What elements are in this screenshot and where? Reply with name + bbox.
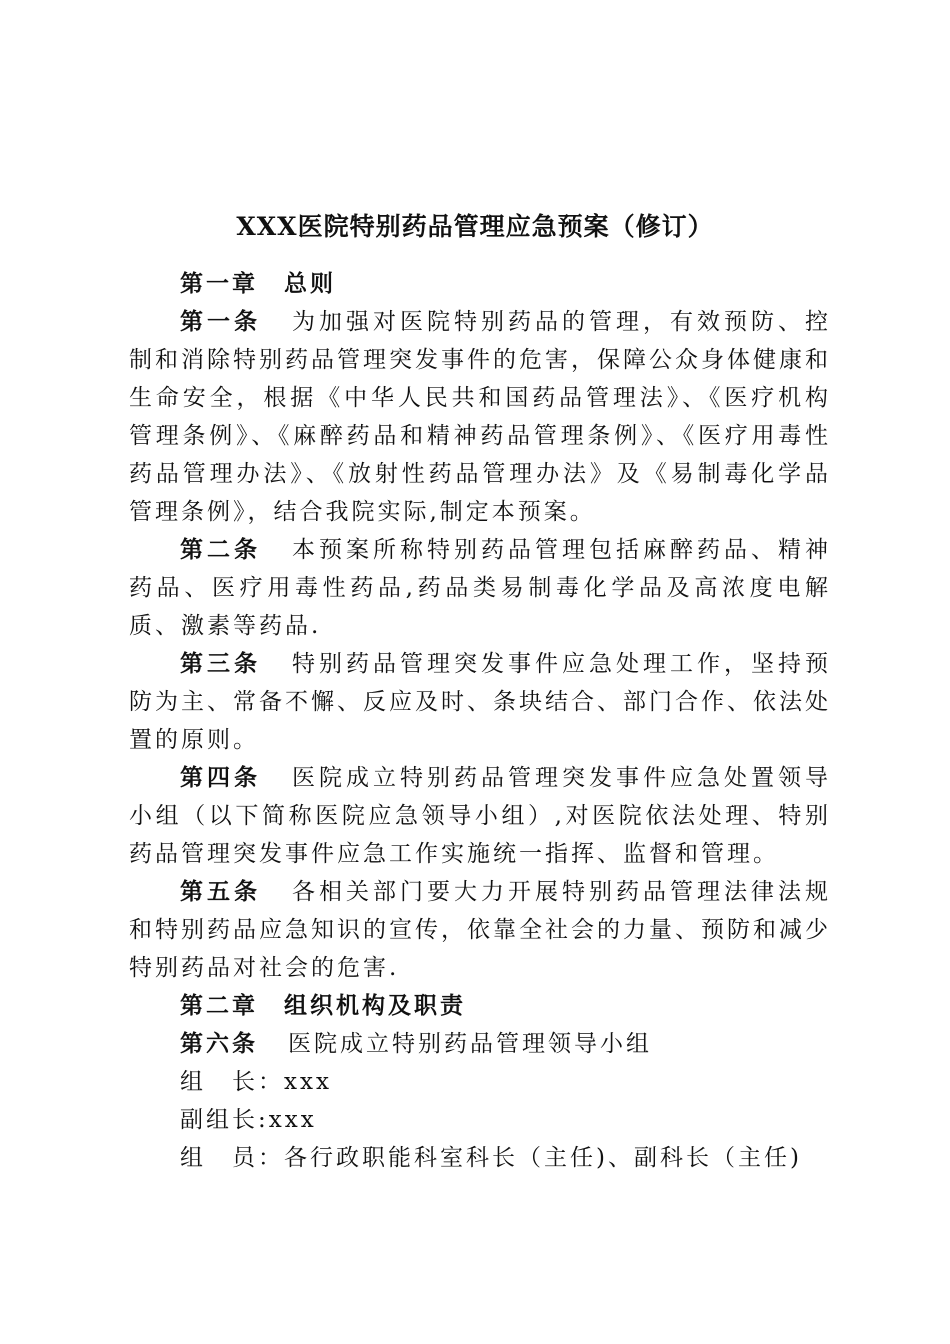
- member-role: 组 员：: [180, 1145, 284, 1171]
- article-paragraph: [129, 303, 831, 531]
- article-paragraph: [129, 1025, 831, 1063]
- member-line: [129, 1139, 831, 1177]
- member-line: [129, 1063, 831, 1101]
- article-label: 第五条: [180, 878, 261, 905]
- chapter-number: 第一章: [180, 270, 258, 297]
- member-name: xxx: [284, 1069, 332, 1095]
- article-label: 第六条: [180, 1030, 258, 1057]
- article-paragraph: [129, 645, 831, 759]
- article-text: 医院成立特别药品管理突发事件应急处置领导小组（以下简称医院应急领导小组）,对医院依法处理、特别药品管理突发事件应急工作实施统一指挥、监督和管理。: [129, 765, 831, 867]
- article-label: 第二条: [180, 536, 261, 563]
- article-label: 第三条: [180, 650, 261, 677]
- member-name: 各行政职能科室科长（主任)、副科长（主任): [284, 1145, 802, 1171]
- article-paragraph: [129, 531, 831, 645]
- document-title: XXX医院特别药品管理应急预案（修订）: [236, 212, 714, 241]
- article-label: 第四条: [180, 764, 261, 791]
- chapter-heading: [129, 265, 831, 303]
- article-paragraph: [129, 873, 831, 987]
- document-body: [129, 265, 831, 1177]
- member-role: 副组长:: [180, 1107, 269, 1133]
- article-text: 特别药品管理突发事件应急处理工作，坚持预防为主、常备不懈、反应及时、条块结合、部门合作、依法处置的原则。: [129, 651, 831, 753]
- article-text: 为加强对医院特别药品的管理，有效预防、控制和消除特别药品管理突发事件的危害，保障公众身体健康和生命安全，根据《中华人民共和国药品管理法》、《医疗机构管理条例》、《麻醉药品和精神药品管理条例》、《医疗用毒性药品管理办法》、《放射性药品管理办法》及《易制毒化学品管理条例》，结合我院实际,制定本预案。: [129, 309, 831, 525]
- article-text: 本预案所称特别药品管理包括麻醉药品、精神药品、医疗用毒性药品,药品类易制毒化学品及高浓度电解质、激素等药品.: [129, 537, 831, 639]
- chapter-number: 第二章: [180, 992, 258, 1019]
- article-paragraph: [129, 759, 831, 873]
- article-text: 各相关部门要大力开展特别药品管理法律法规和特别药品应急知识的宣传，依靠全社会的力量、预防和减少特别药品对社会的危害.: [129, 879, 831, 981]
- member-name: xxx: [268, 1107, 317, 1133]
- member-role: 组 长：: [180, 1069, 284, 1095]
- article-label: 第一条: [180, 308, 261, 335]
- chapter-name: 组织机构及职责: [284, 992, 466, 1019]
- article-text: 医院成立特别药品管理领导小组: [288, 1031, 652, 1057]
- chapter-name: 总则: [284, 270, 336, 297]
- chapter-heading: [129, 987, 831, 1025]
- member-line: [129, 1101, 831, 1139]
